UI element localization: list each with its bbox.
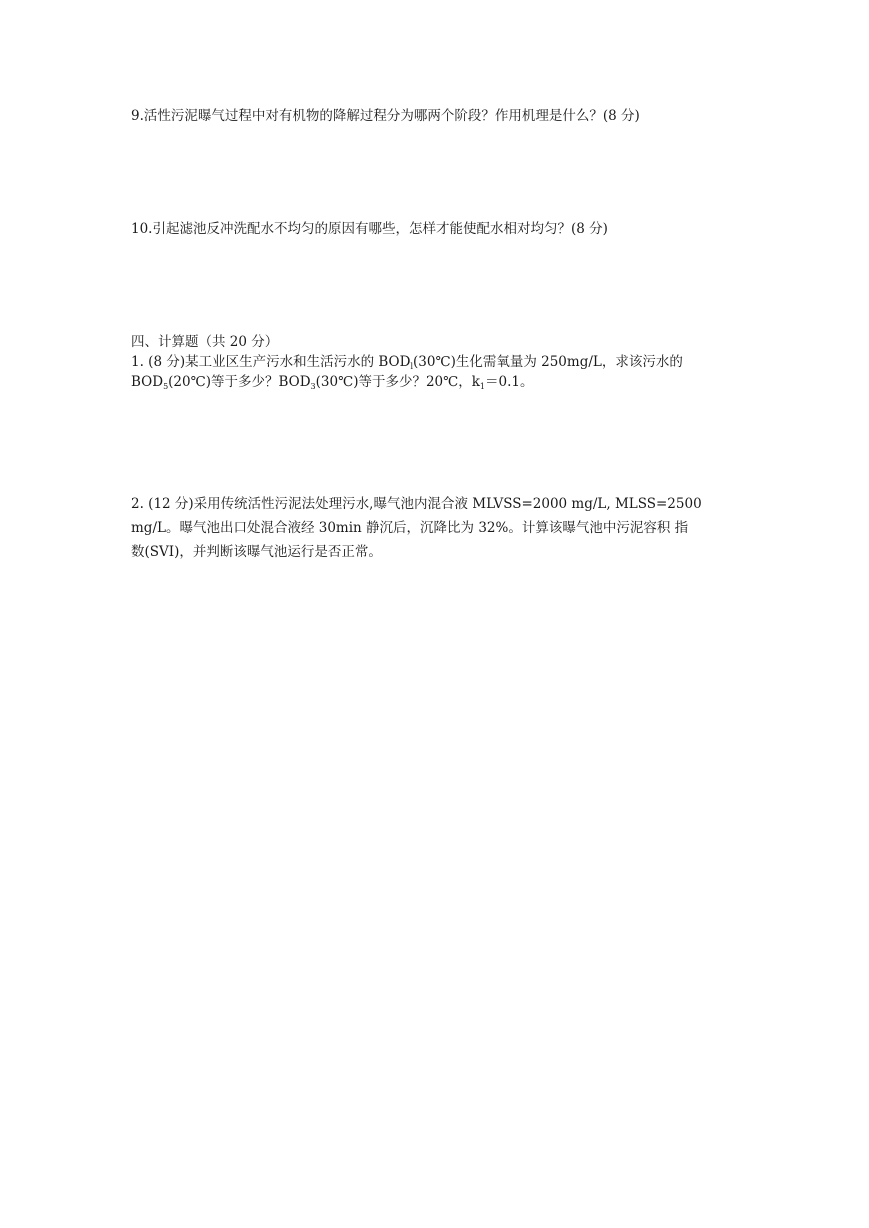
problem-1-text: 1. (8 分)某工业区生产污水和生活污水的 BOD xyxy=(131,354,411,370)
problem-1-text: BOD xyxy=(131,374,164,390)
question-10 xyxy=(131,219,741,239)
problem-1-text: ＝0.1。 xyxy=(485,374,534,390)
question-10-text: 10.引起滤池反冲洗配水不均匀的原因有哪些，怎样才能使配水相对均匀？(8 分) xyxy=(131,221,608,237)
question-9 xyxy=(131,106,741,126)
problem-2-line-1: 2. (12 分)采用传统活性污泥法处理污水,曝气池内混合液 MLVSS=2000 mg/L, MLSS=2500 xyxy=(131,496,702,512)
problem-1-text: (20℃)等于多少？BOD xyxy=(168,374,311,390)
problem-1-text: (30℃)生化需氧量为 250mg/L，求该污水的 xyxy=(413,354,683,370)
problem-1-text: (30℃)等于多少？20℃，k xyxy=(315,374,480,390)
section-calculation xyxy=(131,332,741,392)
subscript: 3 xyxy=(310,382,316,391)
problem-2-line-2: mg/L。曝气池出口处混合液经 30min 静沉后，沉降比为 32%。计算该曝气池中污泥容积 指 xyxy=(131,520,689,536)
subscript: l xyxy=(410,362,414,371)
subscript: 1 xyxy=(479,382,486,391)
subscript: 5 xyxy=(163,382,169,391)
question-9-text: 9.活性污泥曝气过程中对有机物的降解过程分为哪两个阶段？作用机理是什么？(8 分) xyxy=(131,108,640,124)
section-heading: 四、计算题（共 20 分） xyxy=(131,334,279,350)
problem-2 xyxy=(131,494,741,562)
problem-1-line-1 xyxy=(131,352,741,372)
problem-1-line-2 xyxy=(131,372,741,392)
problem-2-line-3: 数(SVI)，并判断该曝气池运行是否正常。 xyxy=(131,544,382,560)
